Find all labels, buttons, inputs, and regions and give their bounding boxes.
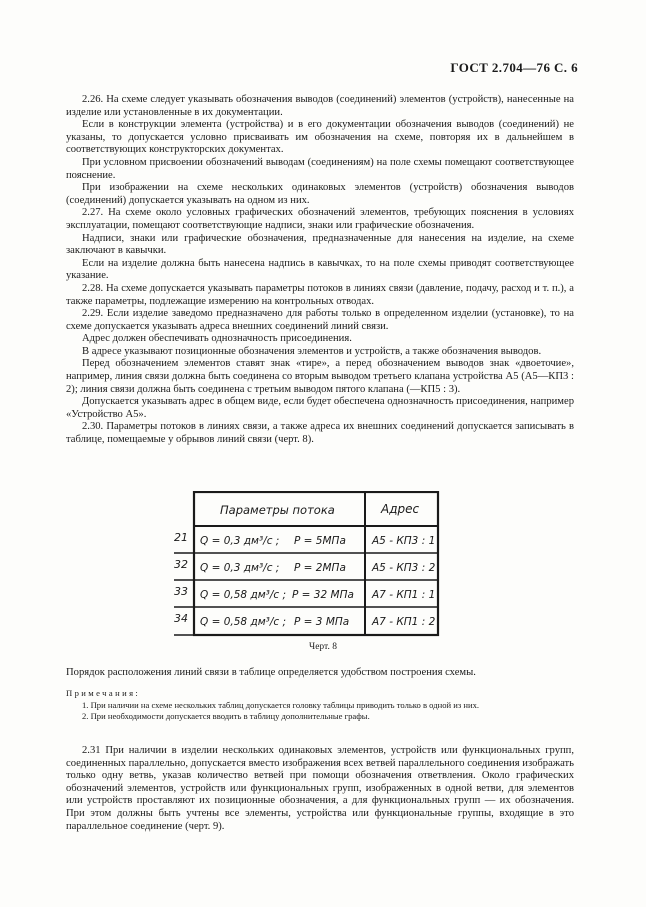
paragraph: 2.28. На схеме допускается указывать параметры потоков в линиях связи (давление, подачу, расход и т. п.), а также параметры, подлежащие измерению на контрольных отводах.	[66, 282, 574, 307]
paragraph: Если в конструкции элемента (устройства) и в его документации обозначения выводов (соединений) не указаны, то допускается условно присваивать им обозначения на схеме, повторяя их в дальнейшем в соответствующих конструкторских документах.	[66, 119, 574, 156]
paragraph: 2.30. Параметры потоков в линиях связи, а также адреса их внешних соединений допускается записывать в таблице, помещаемые у обрывов линий связи (черт. 8).	[66, 421, 574, 446]
line-number: 33	[174, 585, 188, 598]
flow-rate: Q = 0,3 дм³/с ;	[200, 562, 280, 574]
note-item: 2. При необходимости допускается вводить в таблицу дополнительные графы.	[82, 711, 370, 721]
body-text-231	[66, 745, 574, 833]
notes-title: Примечания:	[66, 688, 141, 698]
params-header: Параметры потока	[220, 503, 335, 517]
address-header: Адрес	[381, 502, 420, 516]
paragraph: 2.31 При наличии в изделии нескольких одинаковых элементов, устройств или функциональных групп, соединенных параллельно, допускается вместо изображения всех ветвей параллельного соединения изображать только одну ветвь, указав количество ветвей при помощи обозначения ответвления. Около графических обозначений элементов, устройств или функциональных групп, изображенных в одной ветви, для элементов или устройств проставляют их позиционные обозначения, а для функциональных групп — их обозначения. При этом должны быть учтены все элементы, устройства или функциональные группы, входящие в это параллельное соединение (черт. 9).	[66, 745, 574, 832]
paragraph: Допускается указывать адрес в общем виде, если будет обеспечена однозначность присоединения, например «Устройство А5».	[66, 396, 574, 420]
pressure: P = 32 МПа	[292, 589, 354, 601]
pressure: P = 5МПа	[294, 535, 346, 547]
paragraph: При изображении на схеме нескольких одинаковых элементов (устройств) обозначения выводов (соединений) допускается указывать на одном из них.	[66, 182, 574, 206]
paragraph: 2.27. На схеме около условных графических обозначений элементов, требующих пояснения в условиях эксплуатации, помещают соответствующие надписи, знаки или графические обозначения.	[66, 207, 574, 231]
paragraph: Надписи, знаки или графические обозначения, предназначенные для нанесения на изделие, на схеме заключают в кавычки.	[66, 232, 574, 257]
paragraph: 2.26. На схеме следует указывать обозначения выводов (соединений) элементов (устройств), нанесенные на изделие или установленные в их документации.	[66, 94, 574, 118]
connection-address: А7 - КП1 : 2	[372, 616, 436, 628]
body-text	[66, 94, 574, 447]
paragraph: Если на изделие должна быть нанесена надпись в кавычках, то на поле схемы приводят соответствующее указание.	[66, 257, 574, 282]
line-number: 32	[174, 558, 188, 571]
after-figure-text: Порядок расположения линий связи в таблице определяется удобством построения схемы.	[66, 667, 476, 678]
flow-rate: Q = 0,3 дм³/с ;	[200, 535, 280, 547]
paragraph: Адрес должен обеспечивать однозначность присоединения.	[82, 333, 352, 345]
paragraph: При условном присвоении обозначений выводам (соединениям) на поле схемы помещают соответствующее пояснение.	[66, 156, 574, 181]
paragraph: Перед обозначением элементов ставят знак «тире», а перед обозначением выводов знак «двоеточие», например, линия связи должна быть соединена со вторым выводом третьего клапана устройства А5 (А5—КП3 : 2); линия связи должна быть соединена с третьим выводом пятого клапана (—КП5 : 3).	[66, 358, 574, 395]
connection-address: А5 - КП3 : 1	[372, 535, 436, 547]
notes-block	[66, 688, 574, 722]
pressure: P = 3 МПа	[294, 616, 350, 628]
figure-8-table	[168, 491, 448, 637]
pressure: P = 2МПа	[294, 562, 346, 574]
page-header: ГОСТ 2.704—76 С. 6	[450, 60, 578, 75]
note-item: 1. При наличии на схеме нескольких таблиц допускается головку таблицы приводить только в одной из них.	[82, 700, 480, 710]
paragraph: 2.29. Если изделие заведомо предназначено для работы только в определенном изделии (установке), то на схеме допускается указывать адреса внешних соединений линий связи.	[66, 308, 574, 332]
paragraph: В адресе указывают позиционные обозначения элементов и устройств, а также обозначения выводов.	[82, 345, 542, 357]
flow-rate: Q = 0,58 дм³/с ;	[200, 589, 287, 601]
figure-caption: Черт. 8	[309, 642, 337, 652]
line-number: 21	[174, 531, 188, 544]
line-number: 34	[174, 612, 188, 625]
connection-address: А7 - КП1 : 1	[372, 589, 436, 601]
connection-address: А5 - КП3 : 2	[372, 562, 436, 574]
flow-rate: Q = 0,58 дм³/с ;	[200, 616, 287, 628]
